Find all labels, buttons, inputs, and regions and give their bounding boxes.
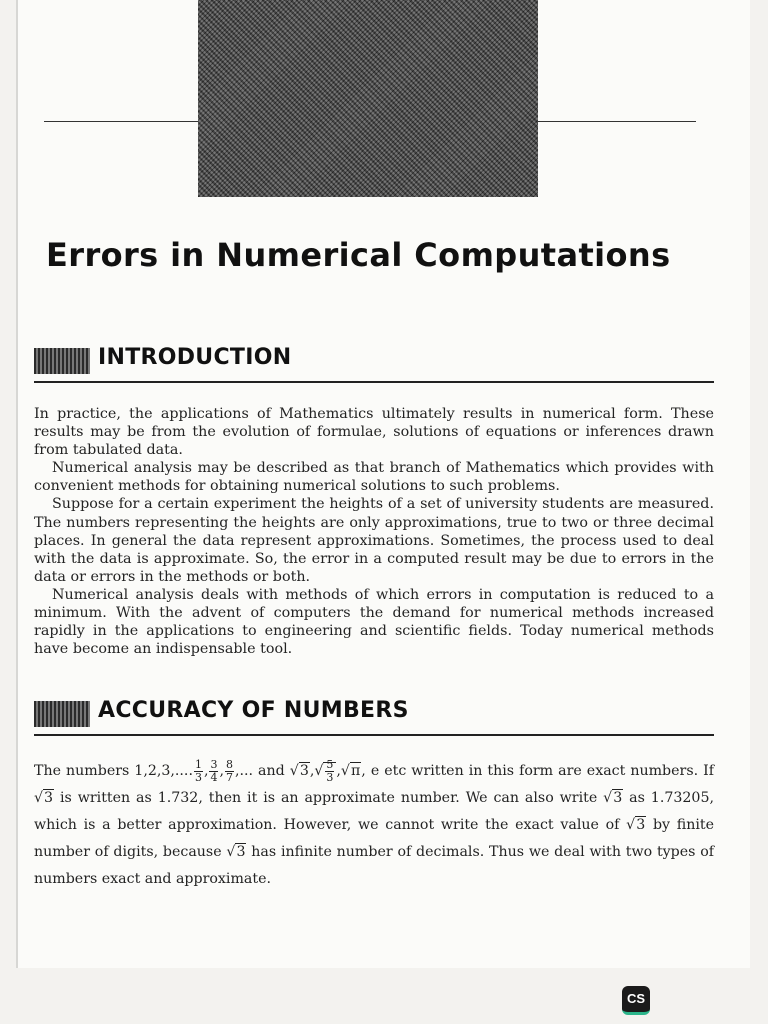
- denominator: 4: [210, 770, 218, 784]
- chapter-rule-right: [538, 121, 696, 122]
- section-heading-introduction: [34, 345, 714, 385]
- numerator: 1: [194, 757, 202, 771]
- camscanner-badge-icon[interactable]: CS: [622, 986, 650, 1015]
- paragraph: Numerical analysis deals with methods of which errors in computation is reduced to a minimum. With the advent of computers the demand for numerical methods increased rapidly in the applications to engineering and scientific fields. Today numerical methods have become an indispensable tool.: [34, 586, 714, 658]
- square-root: √3: [226, 844, 246, 860]
- section-number-marker: [34, 348, 90, 374]
- square-root: √3: [289, 763, 309, 779]
- denominator: 7: [226, 770, 233, 784]
- square-root: √3: [626, 817, 646, 833]
- introduction-body: [34, 405, 714, 658]
- denominator: 3: [194, 770, 202, 784]
- paragraph: Numerical analysis may be described as that branch of Mathematics which provides with convenient methods for obtaining numerical solutions to such problems.: [34, 460, 714, 495]
- square-root: √ $\frac{5}{3}$: [314, 762, 336, 779]
- text-run: by finite number of digits, because: [34, 817, 714, 860]
- fraction: [225, 759, 234, 784]
- text-run: as 1.73205, which is a better approximation. However, we cannot write the exact value of: [34, 790, 714, 833]
- text-run: ,... and: [235, 763, 290, 779]
- fraction: [325, 759, 334, 784]
- section-rule: [34, 734, 714, 736]
- numerator: 5: [326, 757, 334, 771]
- paragraph: In practice, the applications of Mathematics ultimately results in numerical form. These results may be from the evolution of formulae, solutions of equations or inferences drawn from tabulated data.: [34, 406, 714, 459]
- paragraph: Suppose for a certain experiment the heights of a set of university students are measured. The numbers representing the heights are only approximations, true to two or three decimal places. In general the data represent approximations. Sometimes, the process used to deal with the data is approximate. So, the error in a computed result may be due to errors in the data or errors in the methods or both.: [34, 496, 714, 585]
- section-title: INTRODUCTION: [98, 345, 292, 370]
- text-run: , e etc written in this form are exact numbers. If: [361, 763, 714, 779]
- chapter-rule-left: [44, 121, 198, 122]
- numerator: 8: [226, 757, 233, 771]
- chapter-header-block: [198, 0, 538, 197]
- paragraph: The numbers 1,2,3,.... $\frac{1}{3}$ , $\frac{3}{4}$ , $\frac{8}{7}$ ,... and √3,√ $\frac{5}{3}$ ,√π, e etc written in this form are exact numbers. If √3 is written as 1.732, then it is an approximate number. We can also write √3 as 1.73205, which is a better approximation. However, we cannot write the exact value of √3 by finite number of digits, because √3 has infinite number of decimals. Thus we deal with two types of numbers exact and approximate.: [34, 757, 715, 887]
- text-run: The numbers 1,2,3,....: [34, 763, 193, 779]
- fraction: [194, 759, 203, 784]
- square-root: √π: [340, 763, 361, 779]
- section-rule: [34, 381, 714, 383]
- text-run: has infinite number of decimals. Thus we deal with two types of numbers exact and approximate.: [34, 844, 715, 887]
- section-heading-accuracy: [34, 698, 714, 738]
- chapter-title: Errors in Numerical Computations: [46, 236, 671, 274]
- denominator: 3: [326, 770, 334, 784]
- text-run: is written as 1.732, then it is an approximate number. We can also write: [54, 790, 604, 806]
- section-number-marker: [34, 701, 90, 727]
- section-title: ACCURACY OF NUMBERS: [98, 698, 409, 723]
- accuracy-body: [34, 758, 714, 893]
- square-root: √3: [34, 790, 54, 806]
- fraction: [209, 759, 218, 784]
- numerator: 3: [210, 757, 218, 771]
- square-root: √3: [603, 790, 623, 806]
